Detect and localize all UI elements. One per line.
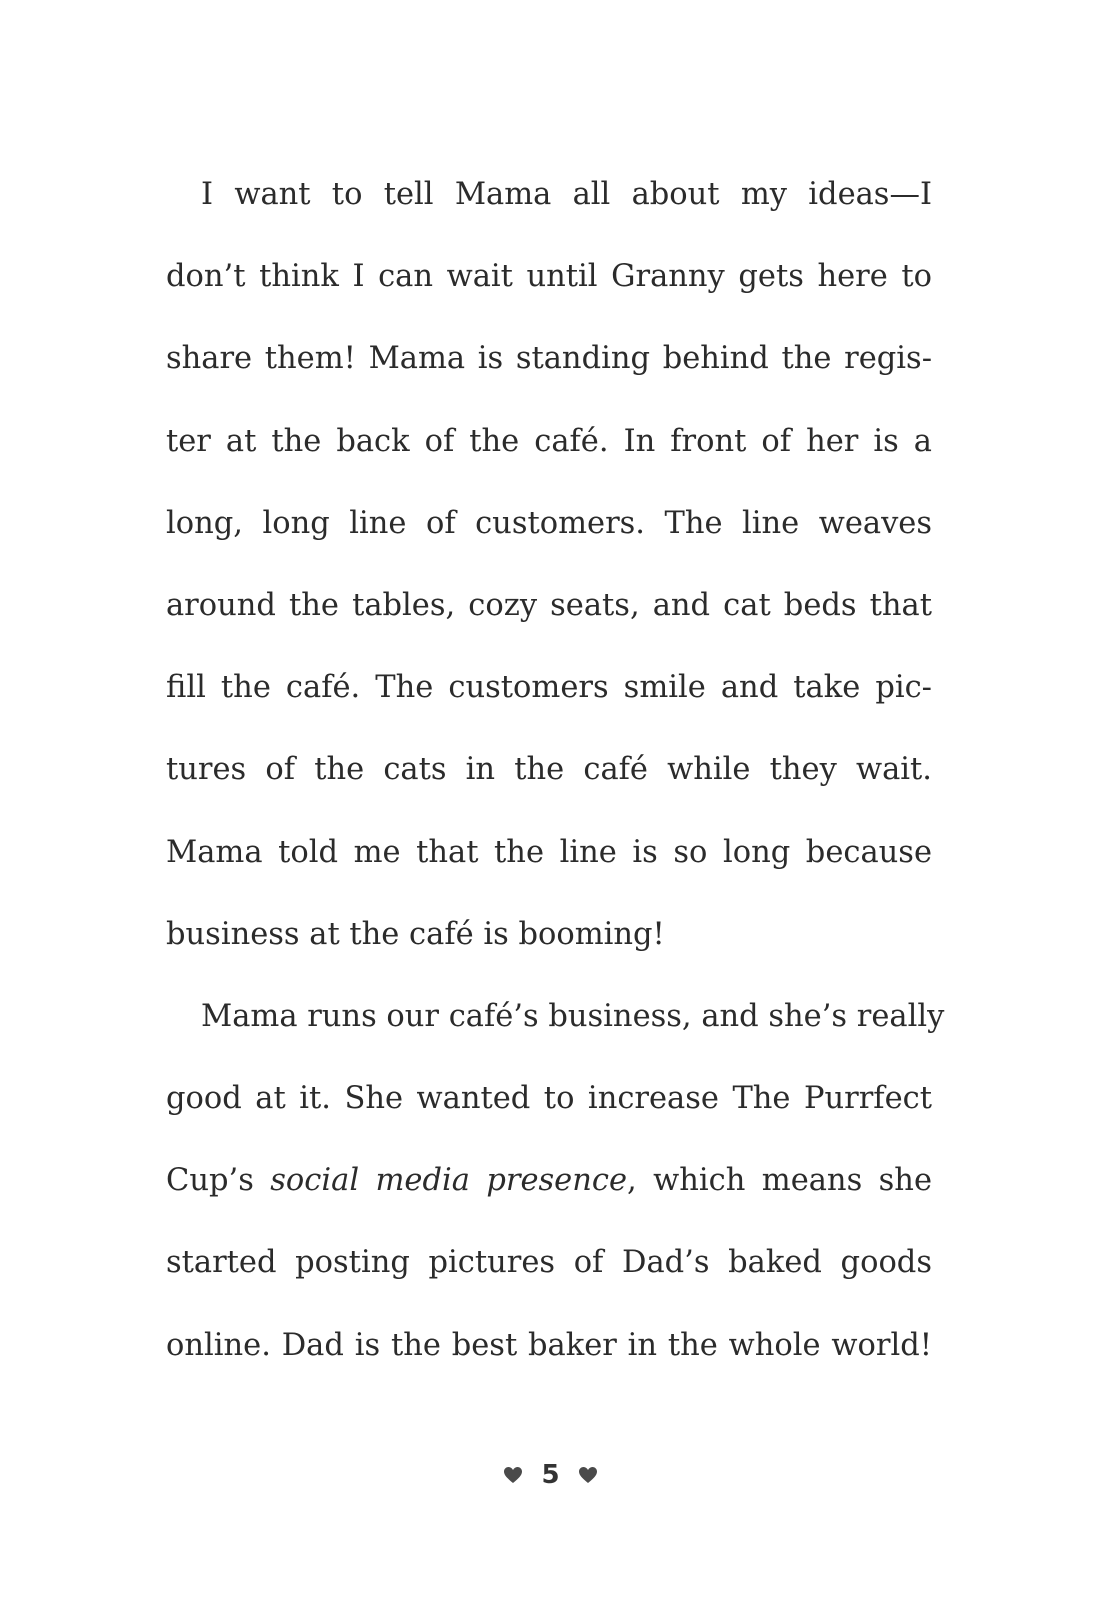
text-line: Mama told me that the line is so long because: [166, 834, 932, 870]
page-footer: [0, 1455, 1101, 1495]
text-line: online. Dad is the best baker in the whole world!: [166, 1327, 932, 1363]
heart-shape: [579, 1467, 597, 1483]
text-line: fill the café. The customers smile and take pic-: [166, 670, 932, 706]
text-line: around the tables, cozy seats, and cat beds that: [166, 587, 932, 623]
text-line: business at the café is booming!: [166, 916, 665, 952]
heart-icon: [503, 1466, 523, 1484]
text-line: share them! Mama is standing behind the regis-: [166, 341, 932, 377]
text-segment: , which means she: [627, 1163, 933, 1199]
text-segment: Cup’s: [166, 1163, 271, 1199]
text-line: [166, 1152, 932, 1234]
text-line: Mama runs our café’s business, and she’s really: [201, 998, 945, 1034]
text-line: I want to tell Mama all about my ideas—I: [201, 177, 932, 212]
body-text: [166, 166, 945, 1399]
page-number: 5: [541, 1460, 560, 1490]
heart-icon: [578, 1466, 598, 1484]
text-line: don’t think I can wait until Granny gets here to: [166, 259, 932, 295]
text-line: tures of the cats in the café while they wait.: [166, 752, 932, 788]
italic-phrase: social media presence: [270, 1163, 627, 1199]
text-line: good at it. She wanted to increase The Purrfect: [166, 1081, 932, 1117]
text-line: long, long line of customers. The line weaves: [166, 505, 932, 541]
text-line: ter at the back of the café. In front of her is a: [166, 423, 932, 459]
heart-shape: [504, 1467, 522, 1483]
text-line: started posting pictures of Dad’s baked goods: [166, 1245, 932, 1281]
